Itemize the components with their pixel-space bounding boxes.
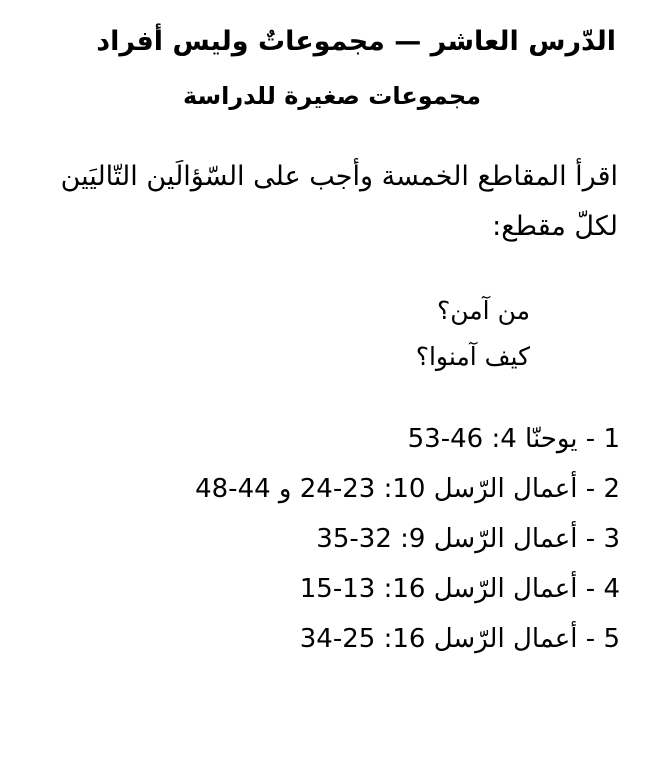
lesson-subtitle: مجموعات صغيرة للدراسة — [182, 82, 482, 110]
passage-item: 3 - أعمال الرّسل 9: 32-35 — [316, 524, 620, 554]
question-item: كيف آمنوا؟ — [415, 342, 530, 371]
lesson-title: الدّرس العاشر — مجموعاتٌ وليس أفراد — [96, 26, 616, 57]
instructions-paragraph: اقرأ المقاطع الخمسة وأجب على السّؤالَين التّاليَين لكلّ مقطع: — [60, 161, 618, 242]
question-item: من آمن؟ — [436, 296, 530, 325]
passage-item: 2 - أعمال الرّسل 10: 23-24 و 44-48 — [195, 474, 620, 504]
passage-item: 1 - يوحنّا 4: 46-53 — [407, 424, 620, 454]
questions-list — [416, 288, 530, 380]
passage-item: 5 - أعمال الرّسل 16: 25-34 — [299, 624, 620, 654]
passages-list — [195, 414, 620, 664]
passage-item: 4 - أعمال الرّسل 16: 13-15 — [299, 574, 620, 604]
